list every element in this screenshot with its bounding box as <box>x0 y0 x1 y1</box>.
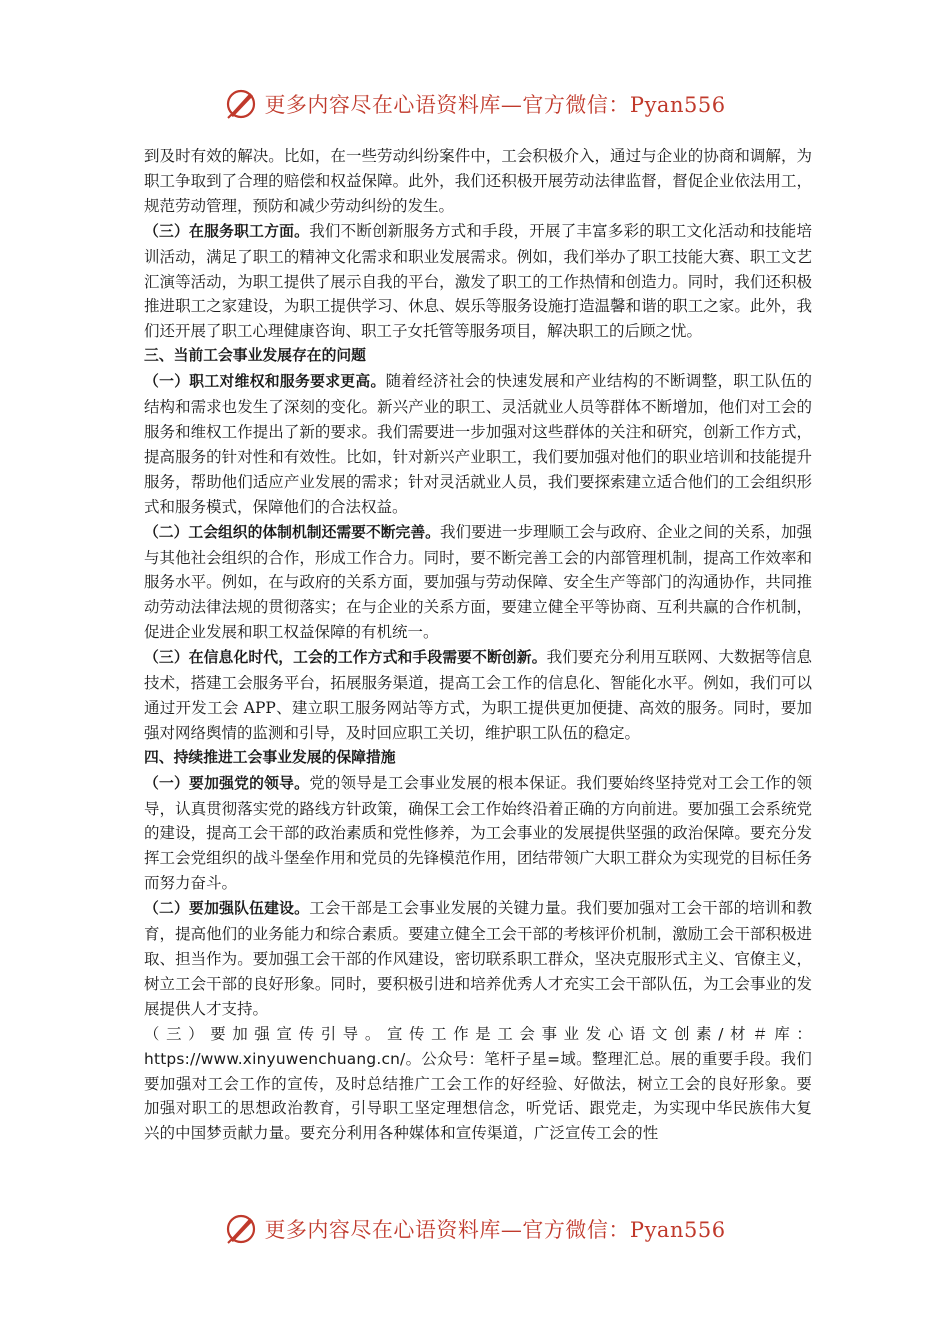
header-banner <box>0 82 950 126</box>
banner-text: 更多内容尽在心语资料库—官方微信：Pyan556 <box>264 93 726 117</box>
paragraph: （三）要加强宣传引导。宣传工作是工会事业发心语文创素/材＃库：https://www.xinyuwenchuang.cn/。公众号：笔杆子星=域。整理汇总。展的重要手段。我们要加强对工会工作的宣传，及时总结推广工会工作的好经验、好做法，树立工会的良好形象。要加强对职工的思想政治教育，引导职工坚定理想信念，听党话、跟党走，为实现中华民族伟大复兴的中国梦贡献力量。要充分利用各种媒体和宣传渠道，广泛宣传工会的性 <box>144 1024 812 1143</box>
pen-logo-icon <box>224 87 258 121</box>
paragraph: （一）职工对维权和服务要求更高。随着经济社会的快速发展和产业结构的不断调整，职工队伍的结构和需求也发生了深刻的变化。新兴产业的职工、灵活就业人员等群体不断增加，他们对工会的服务和维权工作提出了新的要求。我们需要进一步加强对这些群体的关注和研究，创新工作方式，提高服务的针对性和有效性。比如，针对新兴产业职工，我们要加强对他们的职业培训和技能提升服务，帮助他们适应产业发展的需求；针对灵活就业人员，我们要探索建立适合他们的工会组织形式和服务模式，保障他们的合法权益。 <box>144 372 812 516</box>
pen-logo-icon <box>224 1212 258 1246</box>
paragraph: （二）要加强队伍建设。工会干部是工会事业发展的关键力量。我们要加强对工会干部的培训和教育，提高他们的业务能力和综合素质。要建立健全工会干部的考核评价机制，激励工会干部积极进取、担当作为。要加强工会干部的作风建设，密切联系职工群众，坚决克服形式主义、官僚主义，树立工会干部的良好形象。同时，要积极引进和培养优秀人才充实工会干部队伍，为工会事业的发展提供人才支持。 <box>144 899 812 1018</box>
paragraph: （三）在信息化时代，工会的工作方式和手段需要不断创新。我们要充分利用互联网、大数据等信息技术，搭建工会服务平台，拓展服务渠道，提高工会工作的信息化、智能化水平。例如，我们可以通过开发工会 APP、建立职工服务网站等方式，为职工提供更加便捷、高效的服务。同时，要加强对网络舆情的监测和引导，及时回应职工关切，维护职工队伍的稳定。 <box>144 648 812 742</box>
paragraph: （三）在服务职工方面。我们不断创新服务方式和手段，开展了丰富多彩的职工文化活动和技能培训活动，满足了职工的精神文化需求和职业发展需求。例如，我们举办了职工技能大赛、职工文艺汇演等活动，为职工提供了展示自我的平台，激发了职工的工作热情和创造力。同时，我们还积极推进职工之家建设，为职工提供学习、休息、娱乐等服务设施打造温馨和谐的职工之家。此外，我们还开展了职工心理健康咨询、职工子女托管等服务项目，解决职工的后顾之忧。 <box>144 221 812 341</box>
paragraph: （二）工会组织的体制机制还需要不断完善。我们要进一步理顺工会与政府、企业之间的关系，加强与其他社会组织的合作，形成工作合力。同时，要不断完善工会的内部管理机制，提高工作效率和服务水平。例如，在与政府的关系方面，要加强与劳动保障、安全生产等部门的沟通协作，共同推动劳动法律法规的贯彻落实；在与企业的关系方面，要建立健全平等协商、互利共赢的合作机制，促进企业发展和职工权益保障的有机统一。 <box>144 522 812 642</box>
paragraph: （一）要加强党的领导。党的领导是工会事业发展的根本保证。我们要始终坚持党对工会工作的领导，认真贯彻落实党的路线方针政策，确保工会工作始终沿着正确的方向前进。要加强工会系统党的建设，提高工会干部的政治素质和党性修养，为工会事业的发展提供坚强的政治保障。要充分发挥工会党组织的战斗堡垒作用和党员的先锋模范作用，团结带领广大职工群众为实现党的目标任务而努力奋斗。 <box>144 773 812 893</box>
document-body <box>144 144 812 1146</box>
section-heading: 三、当前工会事业发展存在的问题 <box>144 347 366 365</box>
banner-text: 更多内容尽在心语资料库—官方微信：Pyan556 <box>264 1218 726 1242</box>
footer-banner <box>0 1207 950 1251</box>
section-heading: 四、持续推进工会事业发展的保障措施 <box>144 748 396 766</box>
paragraph: 到及时有效的解决。比如，在一些劳动纠纷案件中，工会积极介入，通过与企业的协商和调解，为职工争取到了合理的赔偿和权益保障。此外，我们还积极开展劳动法律监督，督促企业依法用工，规范劳动管理，预防和减少劳动纠纷的发生。 <box>144 147 812 215</box>
